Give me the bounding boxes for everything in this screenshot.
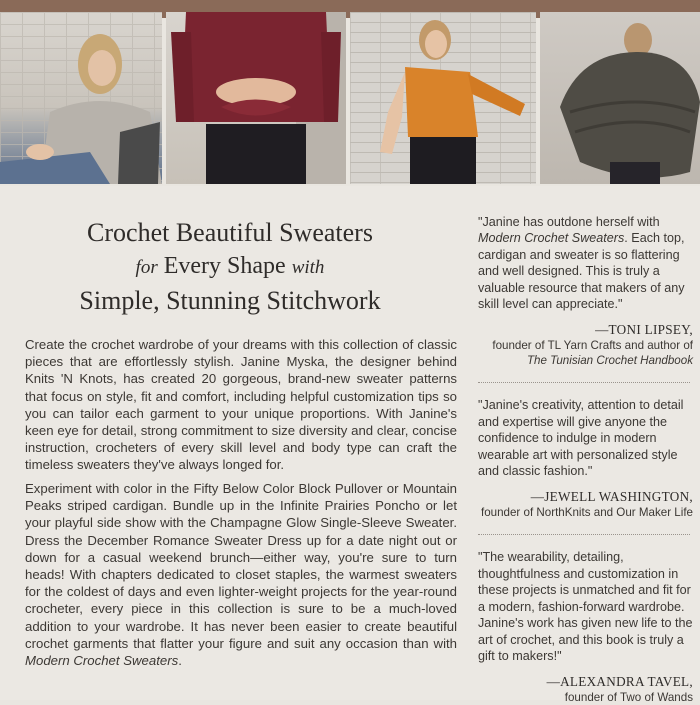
photo-burgundy-sweater [166,12,346,184]
testimonial-author: —TONI LIPSEY, [595,322,693,338]
testimonial-quote: "Janine has outdone herself with Modern Crochet Sweaters. Each top, cardigan and sweater is so flattering and well designed. This is truly a valuable resource that makers of any skill level can appreciate." [478,215,685,312]
testimonial-alexandra-tavel [478,549,693,705]
testimonial-toni-lipsey [478,214,693,368]
testimonial-quote: "The wearability, detailing, thoughtfulness and customization in these projects is unmatched and fit for a modern, fashion-forward wardrobe. Janine's work has given new life to the art of crochet, and this book is truly a gift to makers!" [478,550,693,663]
testimonial-author: —JEWELL WASHINGTON, [530,489,693,505]
photo-orange-sweater [350,12,536,184]
photo-grey-poncho [540,12,700,184]
book-title-italic: Modern Crochet Sweaters [25,653,179,669]
testimonials [478,214,693,705]
description-paragraph-2: Experiment with color in the Fifty Below Color Block Pullover or Mountain Peaks striped cardigan. Bundle up in the Infinite Prairies Poncho or let your playful side show with the Champagne Glow Single-Sleeve Sweater. Dress the December Romance Sweater Dress up for a date night out or down for a casual weekend brunch—either way, you're sure to turn heads! With chapters dedicated to closet staples, the warmest sweaters for the coldest of days and even lighter-weight projects for the year-round crocheter, every piece in this collection is sure to be a much-loved addition to your wardrobe. It has never been easier to create beautiful crochet garments that flatter your figure and suit any occasion than with Modern Crochet Sweaters. [25,481,457,669]
title-line-1: Crochet Beautiful Sweaters [87,218,373,247]
photo-grey-cardigan [0,12,162,184]
page-title [30,216,430,318]
book-back-cover-text [0,186,700,705]
testimonial-jewell-washington [478,397,693,520]
title-script-for: for [135,257,158,278]
testimonial-author-role: founder of Two of Wands [564,691,693,705]
divider [478,534,690,535]
divider [478,382,690,383]
testimonial-author: —ALEXANDRA TAVEL, [546,674,693,690]
title-every-shape: Every Shape [163,253,286,279]
title-line-2 [30,250,430,284]
title-line-3: Simple, Stunning Stitchwork [79,286,381,315]
testimonial-author-book: The Tunisian Crochet Handbook [526,354,693,368]
testimonial-author-role: founder of TL Yarn Crafts and author of [492,339,693,353]
testimonial-quote: "Janine's creativity, attention to detail and expertise will give anyone the confidence to indulge in modern wearable art with personalized style and classic fashion." [478,398,684,479]
description-paragraph-1: Create the crochet wardrobe of your dreams with this collection of classic pieces that are effortlessly stylish. Janine Myska, the designer behind Knits 'N Knots, has created 20 gorgeous, brand-new sweater patterns that focus on style, fit and comfort, including helpful customization tips so you can tailor each garment to your unique proportions. With Janine's keen eye for detail, strong commitment to size diversity and clear, concise instruction, crocheters of every skill level and body type can craft the timeless sweaters they've always longed for. [25,337,457,473]
title-script-with: with [291,257,325,278]
testimonial-author-role: founder of NorthKnits and Our Maker Life [480,506,693,520]
